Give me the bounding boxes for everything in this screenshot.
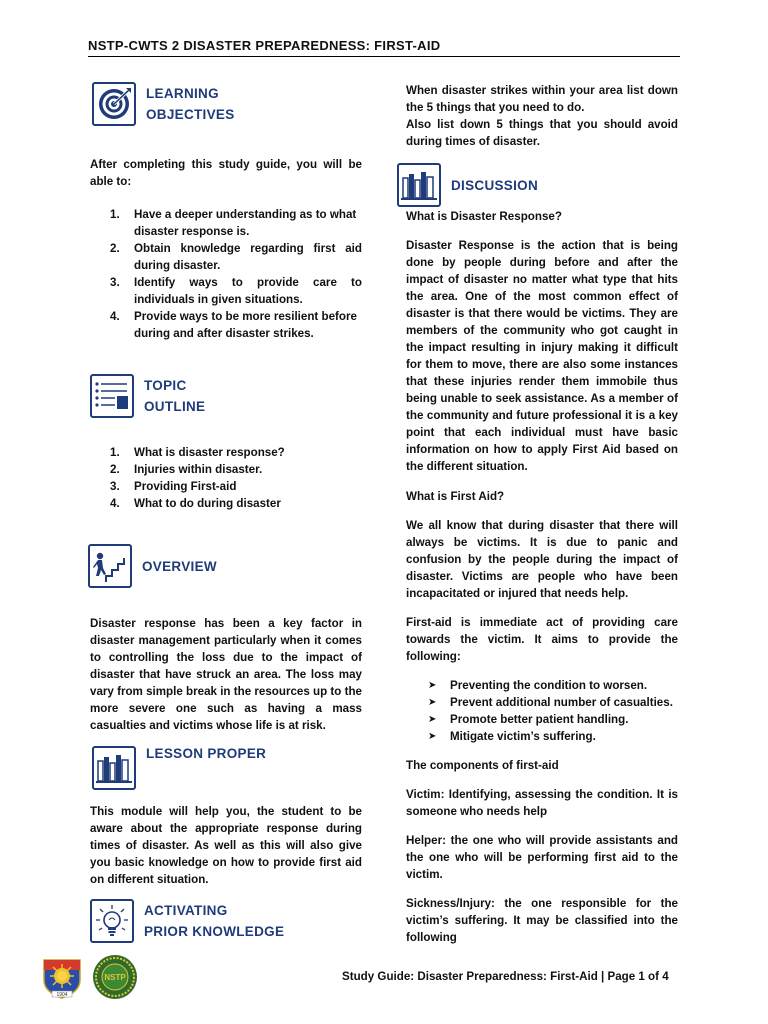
- question-first-aid: What is First Aid?: [406, 490, 505, 503]
- right-column: [406, 82, 678, 946]
- aims-list: [406, 677, 678, 745]
- target-icon: [92, 82, 136, 126]
- learning-objectives-heading: [92, 82, 362, 126]
- nstp-logo-text: NSTP: [104, 973, 126, 982]
- components-heading: The components of first-aid: [406, 759, 559, 772]
- seal-logo: [40, 954, 84, 1000]
- list-item: [110, 444, 362, 461]
- list-text: Preventing the condition to worsen.: [450, 679, 648, 692]
- list-item: [110, 478, 362, 495]
- list-text: Providing First-aid: [134, 480, 237, 493]
- list-text: Provide ways to be more resilient before during and after disaster strikes.: [134, 310, 357, 340]
- first-aid-paragraph-2: First-aid is immediate act of providing care towards the victim. It aims to provide the following:: [406, 616, 678, 663]
- list-text: Identify ways to provide care to individuals in given situations.: [134, 276, 362, 306]
- activating-heading: [90, 899, 362, 943]
- list-item: [428, 677, 678, 694]
- list-item: [110, 461, 362, 478]
- list-item: [428, 728, 678, 745]
- list-number: 1.: [110, 446, 120, 459]
- list-text: What to do during disaster: [134, 497, 281, 510]
- arrow-bullet-icon: ➤: [428, 731, 437, 742]
- activating-title-line2: PRIOR KNOWLEDGE: [144, 924, 285, 939]
- victim-paragraph: Victim: Identifying, assessing the condition. It is someone who needs help: [406, 788, 678, 818]
- arrow-bullet-icon: ➤: [428, 680, 437, 691]
- overview-title: OVERVIEW: [142, 558, 217, 574]
- lesson-title: LESSON PROPER: [146, 746, 267, 761]
- list-item: [110, 206, 362, 240]
- list-item: [428, 694, 678, 711]
- list-item: [428, 711, 678, 728]
- seal-year: 1904: [56, 992, 68, 998]
- list-text: Have a deeper understanding as to what disaster response is.: [134, 208, 357, 238]
- activating-paragraph-2: Also list down 5 things that you should avoid during times of disaster.: [406, 118, 678, 148]
- list-item: [110, 495, 362, 512]
- arrow-bullet-icon: ➤: [428, 697, 437, 708]
- helper-paragraph: Helper: the one who will provide assistants and the one who will be performing first aid to the victim.: [406, 834, 678, 881]
- overview-heading: [88, 544, 362, 588]
- learning-title-line2: OBJECTIVES: [146, 107, 235, 122]
- list-number: 1.: [110, 208, 120, 221]
- first-aid-paragraph-1: We all know that during disaster that there will always be victims. It is due to panic and confusion by the people during the impact of disaster. Victims are people who have been incapacitated or injured that needs help.: [406, 519, 678, 600]
- activating-paragraph-1: When disaster strikes within your area list down the 5 things that you need to do.: [406, 84, 678, 114]
- disaster-response-paragraph: Disaster Response is the action that is being done by people during before and after the impact of disaster no matter what type that hits the area. One of the most common effect of disaster is that there would be victims. They are members of the community who got caught in the impact resulting in injury making it difficult for them to move, there are also some instances that these injuries render them immobile thus being unable to seek assistance. As a member of the community and future professional it is a key point that each individual must have basic information on how to apply First Aid based on the different situation.: [406, 239, 678, 473]
- topic-title-line1: TOPIC: [144, 378, 187, 393]
- outline-list-icon: [90, 374, 134, 418]
- topic-title-line2: OUTLINE: [144, 399, 206, 414]
- activating-title-line1: ACTIVATING: [144, 903, 228, 918]
- list-text: Promote better patient handling.: [450, 713, 629, 726]
- list-number: 4.: [110, 497, 120, 510]
- left-column: [90, 82, 362, 943]
- nstp-logo: [92, 954, 138, 1000]
- lesson-paragraph: This module will help you, the student to be aware about the appropriate response during times of disaster. As well as this will also give you basic knowledge on how to provide first aid on different situation.: [90, 805, 362, 886]
- lesson-proper-heading: [92, 746, 362, 790]
- list-number: 3.: [110, 276, 120, 289]
- objectives-list: [110, 206, 362, 342]
- list-number: 2.: [110, 242, 120, 255]
- list-number: 2.: [110, 463, 120, 476]
- header-divider: [88, 56, 680, 57]
- topic-outline-heading: [90, 374, 362, 418]
- sickness-injury-paragraph: Sickness/Injury: the one responsible for the victim’s suffering. It may be classified into the following: [406, 897, 678, 944]
- list-text: Obtain knowledge regarding first aid during disaster.: [134, 242, 362, 272]
- list-text: Injuries within disaster.: [134, 463, 263, 476]
- books-icon: [397, 163, 441, 207]
- list-item: [110, 308, 362, 342]
- footer-page-info: Study Guide: Disaster Preparedness: First-Aid | Page 1 of 4: [342, 970, 669, 983]
- overview-paragraph: Disaster response has been a key factor in disaster management particularly when it comes to controlling the loss due to the impact of disaster that have struck an area. The loss may vary from simple break in the resources up to the more severe one such as having a mass casualties and victims whose life is at risk.: [90, 617, 362, 732]
- arrow-bullet-icon: ➤: [428, 714, 437, 725]
- topics-list: [110, 444, 362, 512]
- list-item: [110, 274, 362, 308]
- list-number: 4.: [110, 310, 120, 323]
- list-number: 3.: [110, 480, 120, 493]
- learning-title-line1: LEARNING: [146, 86, 219, 101]
- books-icon: [92, 746, 136, 790]
- list-text: Mitigate victim’s suffering.: [450, 730, 596, 743]
- question-disaster-response: What is Disaster Response?: [406, 210, 562, 223]
- discussion-title: DISCUSSION: [451, 177, 539, 193]
- objectives-intro: After completing this study guide, you will be able to:: [90, 158, 362, 188]
- discussion-heading: [397, 163, 678, 207]
- list-text: What is disaster response?: [134, 446, 285, 459]
- list-text: Prevent additional number of casualties.: [450, 696, 673, 709]
- lightbulb-icon: [90, 899, 134, 943]
- stairs-climber-icon: [88, 544, 132, 588]
- list-item: [110, 240, 362, 274]
- page-header-title: NSTP-CWTS 2 DISASTER PREPAREDNESS: FIRST-AID: [88, 38, 441, 53]
